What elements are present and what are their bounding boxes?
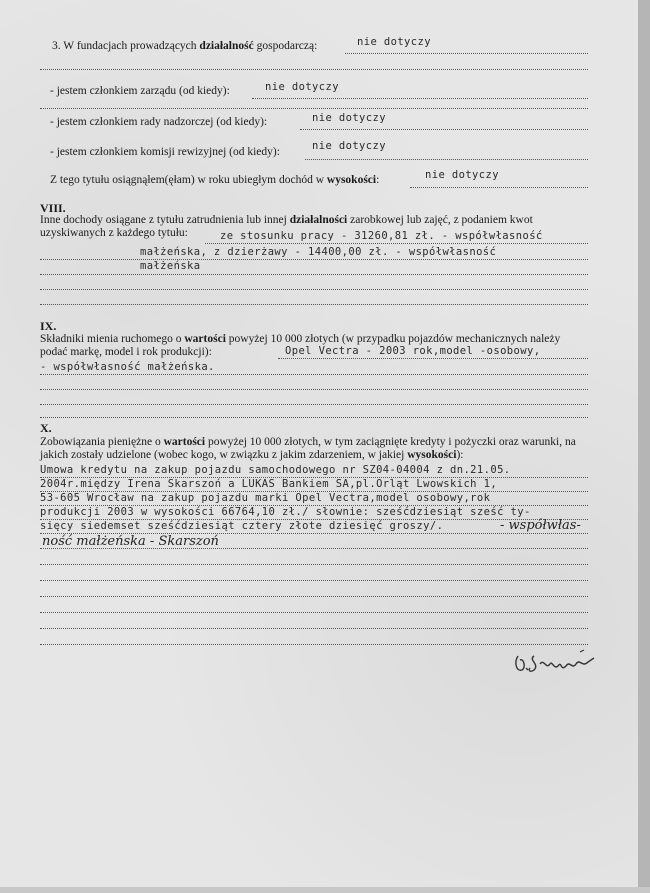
section8-typed-1: ze stosunku pracy - 31260,81 zł. - współwłasność	[220, 230, 543, 242]
rada-value: nie dotyczy	[312, 112, 386, 124]
dotted-line	[40, 416, 588, 418]
zarzad-label: - jestem członkiem zarządu (od kiedy):	[50, 85, 230, 97]
scan-edge-right	[638, 0, 650, 893]
section8-typed-2: małżeńska, z dzierżawy - 14400,00 zł. - współwłasność	[140, 246, 497, 258]
dotted-line	[300, 128, 588, 130]
signature-image	[510, 648, 605, 684]
dotted-line	[40, 595, 588, 597]
dotted-line	[40, 579, 588, 581]
section10-typed-3: 53-605 Wrocław na zakup pojazdu marki Opel Vectra,model osobowy,rok	[40, 492, 491, 504]
dotted-line	[278, 357, 588, 359]
dotted-line	[40, 303, 588, 305]
dochod-value: nie dotyczy	[425, 169, 499, 181]
dotted-line	[40, 388, 588, 390]
dotted-line	[252, 97, 588, 99]
komisja-label: - jestem członkiem komisji rewizyjnej (od kiedy):	[50, 146, 280, 158]
section8-heading: VIII.	[40, 201, 66, 215]
section8-text: Inne dochody osiągane z tytułu zatrudnienia lub innej działalności zarobkowej lub zajęć, z podaniem kwot uzyskiwanych z każdego tytułu:	[40, 214, 533, 239]
section9-typed-2: - współwłasność małżeńska.	[40, 361, 215, 373]
scan-edge-bottom	[0, 887, 650, 893]
dochod-line: Z tego tytułu osiągnąłem(ęłam) w roku ubiegłym dochód w wysokości:	[50, 174, 380, 186]
section9-typed-1: Opel Vectra - 2003 rok,model -osobowy,	[285, 345, 541, 357]
dotted-line	[40, 107, 588, 109]
section8-typed-3: małżeńska	[140, 260, 201, 272]
dotted-line	[410, 186, 588, 188]
dotted-line	[40, 68, 588, 70]
zarzad-value: nie dotyczy	[265, 81, 339, 93]
section9-heading: IX.	[40, 319, 57, 333]
section3-line1-value: nie dotyczy	[357, 36, 431, 48]
dotted-line	[205, 242, 588, 244]
dotted-line	[305, 158, 588, 160]
section10-handwritten-2: ność małżeńska - Skarszoń	[42, 534, 219, 549]
section10-text: Zobowiązania pieniężne o wartości powyżej 10 000 złotych, w tym zaciągnięte kredyty i pożyczki oraz warunki, na jakich zostały udzielone (wobec kogo, w związku z jakim zdarzeniem, w jakiej wysokości):	[40, 436, 576, 461]
rada-label: - jestem członkiem rady nadzorczej (od kiedy):	[50, 116, 268, 128]
dotted-line	[40, 643, 588, 645]
section10-typed-5: sięcy siedemset sześćdziesiąt cztery złote dziesięć groszy/.	[40, 520, 444, 532]
section3-line1: 3. W fundacjach prowadzących działalność gospodarczą:	[52, 40, 318, 52]
dotted-line	[40, 611, 588, 613]
section10-handwritten-1: - współwłas-	[500, 518, 581, 533]
dotted-line	[40, 547, 588, 549]
dotted-line	[40, 563, 588, 565]
dotted-line	[40, 288, 588, 290]
section10-typed-4: produkcji 2003 w wysokości 66764,10 zł./ słownie: sześćdziesiąt sześć ty-	[40, 506, 531, 518]
dotted-line	[345, 52, 588, 54]
section10-typed-1: Umowa kredytu na zakup pojazdu samochodowego nr SZ04-04004 z dn.21.05.	[40, 464, 511, 476]
dotted-line	[40, 627, 588, 629]
section9-text: Składniki mienia ruchomego o wartości powyżej 10 000 złotych (w przypadku pojazdów mechanicznych należy podać markę, model i rok produkcji):	[40, 333, 561, 358]
section10-typed-2: 2004r.między Irena Skarszoń a LUKAS Bankiem SA,pl.Orląt Lwowskich 1,	[40, 478, 498, 490]
dotted-line	[40, 258, 588, 260]
dotted-line	[40, 273, 588, 275]
section10-heading: X.	[40, 421, 52, 435]
dotted-line	[40, 403, 588, 405]
komisja-value: nie dotyczy	[312, 140, 386, 152]
dotted-line	[40, 373, 588, 375]
